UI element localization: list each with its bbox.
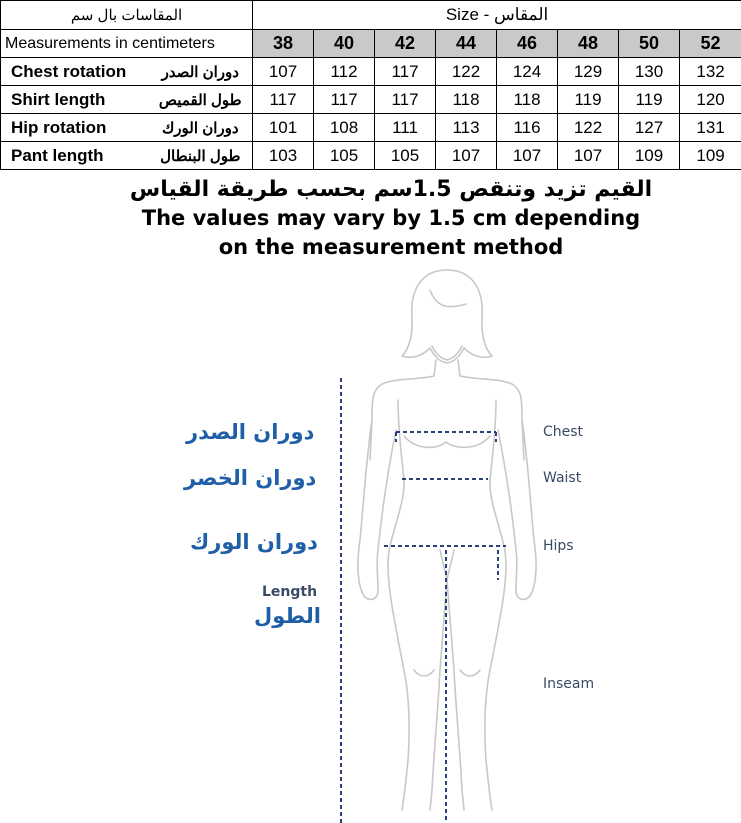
size-cell: 50 bbox=[619, 30, 680, 58]
body-figure-illustration bbox=[0, 250, 741, 823]
table-cell: 120 bbox=[680, 86, 741, 114]
table-cell: 101 bbox=[253, 114, 314, 142]
label-hips-en: Hips bbox=[543, 538, 574, 554]
header-size-title: Size - المقاس bbox=[253, 1, 741, 30]
table-cell: 131 bbox=[680, 114, 741, 142]
table-cell: 124 bbox=[497, 58, 558, 86]
table-cell: 108 bbox=[314, 114, 375, 142]
table-cell: 111 bbox=[375, 114, 436, 142]
label-waist-ar: دوران الخصر bbox=[184, 466, 317, 490]
table-cell: 119 bbox=[619, 86, 680, 114]
label-length-en: Length bbox=[262, 584, 318, 600]
table-row bbox=[1, 58, 741, 86]
table-cell: 122 bbox=[558, 114, 619, 142]
size-cell: 46 bbox=[497, 30, 558, 58]
table-cell: 107 bbox=[436, 142, 497, 170]
table-header-row bbox=[1, 1, 741, 30]
table-cell: 118 bbox=[497, 86, 558, 114]
note-english-line1: The values may vary by 1.5 cm depending bbox=[141, 206, 641, 230]
header-measurements-en: Measurements in centimeters bbox=[1, 30, 253, 58]
table-cell: 127 bbox=[619, 114, 680, 142]
size-cell: 48 bbox=[558, 30, 619, 58]
header-measurements-ar: المقاسات بال سم bbox=[1, 1, 253, 30]
size-chart-table bbox=[0, 0, 741, 170]
label-hip-ar: دوران الورك bbox=[190, 530, 318, 554]
size-cell: 40 bbox=[314, 30, 375, 58]
table-cell: 103 bbox=[253, 142, 314, 170]
size-cell: 44 bbox=[436, 30, 497, 58]
table-cell: 132 bbox=[680, 58, 741, 86]
note-arabic: القيم تزيد وتنقص 1.5سم بحسب طريقة القياس bbox=[129, 177, 653, 202]
size-cell: 52 bbox=[680, 30, 741, 58]
label-length-ar: الطول bbox=[254, 604, 321, 628]
body-measurement-diagram bbox=[0, 250, 741, 823]
table-cell: 117 bbox=[314, 86, 375, 114]
table-cell: 130 bbox=[619, 58, 680, 86]
row-label-en: Shirt length bbox=[1, 86, 149, 114]
table-cell: 129 bbox=[558, 58, 619, 86]
table-row bbox=[1, 86, 741, 114]
table-cell: 116 bbox=[497, 114, 558, 142]
label-waist-en: Waist bbox=[543, 470, 582, 486]
table-cell: 117 bbox=[253, 86, 314, 114]
table-cell: 117 bbox=[375, 58, 436, 86]
row-label-ar: دوران الصدر bbox=[149, 58, 253, 86]
table-cell: 105 bbox=[375, 142, 436, 170]
table-cell: 107 bbox=[497, 142, 558, 170]
size-cell: 42 bbox=[375, 30, 436, 58]
table-cell: 109 bbox=[680, 142, 741, 170]
row-label-en: Hip rotation bbox=[1, 114, 149, 142]
size-cell: 38 bbox=[253, 30, 314, 58]
size-row bbox=[1, 30, 741, 58]
table-row bbox=[1, 142, 741, 170]
row-label-en: Pant length bbox=[1, 142, 149, 170]
table-cell: 107 bbox=[558, 142, 619, 170]
table-cell: 118 bbox=[436, 86, 497, 114]
row-label-en: Chest rotation bbox=[1, 58, 149, 86]
label-inseam-en: Inseam bbox=[543, 676, 595, 692]
label-chest-ar: دوران الصدر bbox=[186, 420, 315, 444]
note-english-line2: on the measurement method bbox=[218, 235, 564, 259]
table-row bbox=[1, 114, 741, 142]
table-cell: 105 bbox=[314, 142, 375, 170]
table-cell: 119 bbox=[558, 86, 619, 114]
table-cell: 109 bbox=[619, 142, 680, 170]
row-label-ar: طول القميص bbox=[149, 86, 253, 114]
table-cell: 107 bbox=[253, 58, 314, 86]
label-chest-en: Chest bbox=[543, 424, 584, 440]
table-cell: 112 bbox=[314, 58, 375, 86]
table-cell: 117 bbox=[375, 86, 436, 114]
row-label-ar: دوران الورك bbox=[149, 114, 253, 142]
row-label-ar: طول البنطال bbox=[149, 142, 253, 170]
table-cell: 113 bbox=[436, 114, 497, 142]
table-cell: 122 bbox=[436, 58, 497, 86]
